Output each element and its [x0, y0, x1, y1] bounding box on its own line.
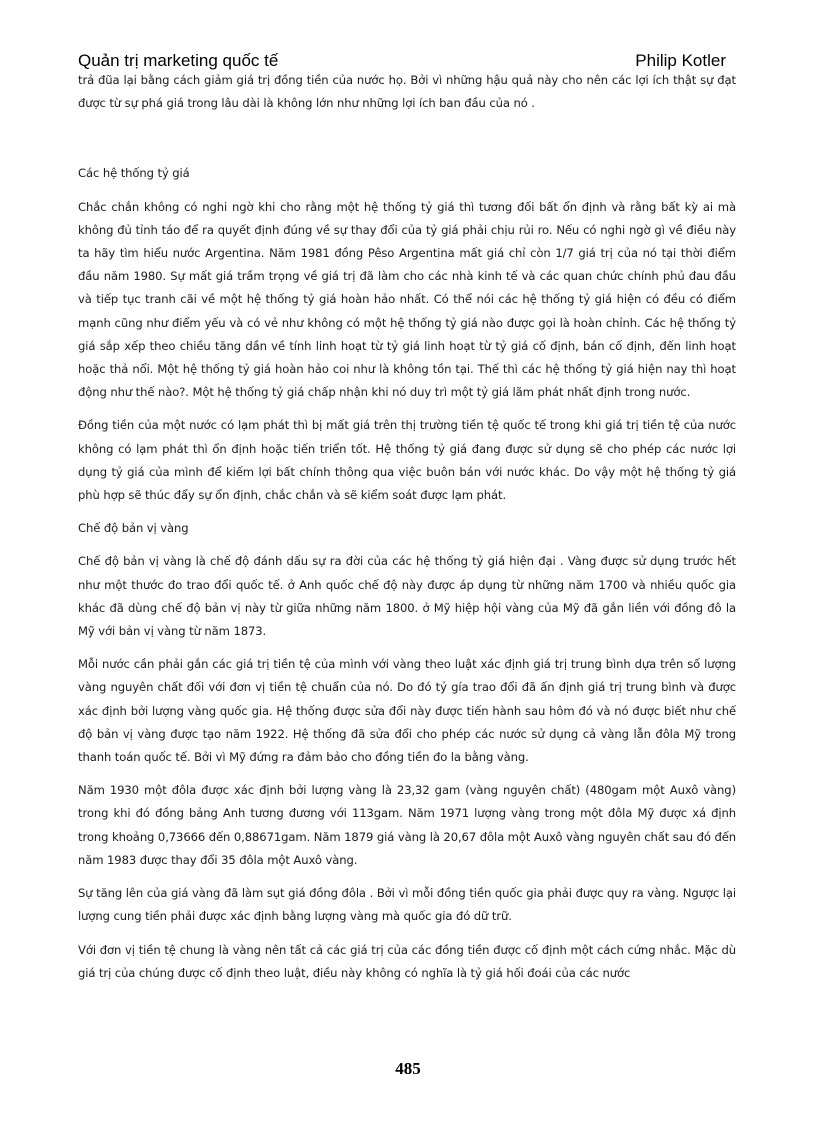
paragraph: Sự tăng lên của giá vàng đã làm sụt giá đồng đôla . Bởi vì mỗi đồng tiền quốc gia phải được quy ra vàng. Ngược lại lượng cung tiền phải được xác định bằng lượng vàng mà quốc gia đó dữ trữ. — [78, 886, 736, 924]
page-header — [78, 51, 726, 71]
section-heading: Các hệ thống tỷ giá — [78, 166, 190, 181]
book-title: Quản trị marketing quốc tế — [78, 51, 279, 70]
paragraph: Đồng tiền của một nước có lạm phát thì bị mất giá trên thị trường tiền tệ quốc tế trong khi giá trị tiền tệ của nước không có lạm phát thì ổn định hoặc tiến triển tốt. Hệ thống tỷ giá đang được sử dụng sẽ cho phép các nước lợi dụng tỷ giá của mình để kiếm lợi bất chính thông qua việc buôn bán với nước khác. Do vậy một hệ thống tỷ giá phù hợp sẽ thúc đẩy sự ổn định, chắc chắn và sẽ kiểm soát được lạm phát. — [78, 418, 736, 503]
paragraph: Năm 1930 một đôla được xác định bởi lượng vàng là 23,32 gam (vàng nguyên chất) (480gam một Auxô vàng) trong khi đó đồng bảng Anh tương đương với 113gam. Năm 1971 lượng vàng trong một đôla Mỹ được xá định trong khoảng 0,73666 đến 0,88671gam. Năm 1879 giá vàng là 20,67 đôla một Auxô vàng nguyên chất sau đó đến năm 1983 được thay đổi 35 đôla một Auxô vàng. — [78, 783, 736, 867]
page-body — [78, 69, 736, 985]
paragraph: Với đơn vị tiền tệ chung là vàng nên tất cả các giá trị của các đồng tiền được cố định một cách cứng nhắc. Mặc dù giá trị của chúng được cố định theo luật, điều này không có nghĩa là tỷ giá hối đoái của các nước — [78, 942, 736, 980]
page-number: 485 — [395, 1059, 421, 1078]
author-name: Philip Kotler — [635, 51, 726, 70]
paragraph: Chắc chắn không có nghi ngờ khi cho rằng một hệ thống tỷ giá thì tương đối bất ổn định và rằng bất kỳ ai mà không đủ tỉnh táo để ra quyết định đúng về sự thay đổi của tỷ giá phải chịu rủi ro. Nếu có nghi ngờ gì về điều này ta hãy tìm hiểu nước Argentina. Năm 1981 đồng Pêso Argentina mất giá chỉ còn 1/7 giá trị của nó tại thời điểm đầu năm 1980. Sự mất giá trầm trọng về giá trị đã làm cho các nhà kinh tế và các quan chức chính phủ đau đầu và tiếp tục tranh cãi về một hệ thống tỷ giá hoàn hảo nhất. Có thể nói các hệ thống tỷ giá hiện có đều có điểm mạnh cũng như điểm yếu và có vẻ như không có một hệ thống tỷ giá nào được gọi là hoàn chỉnh. Các hệ thống tỷ giá sắp xếp theo chiều tăng dần về tính linh hoạt từ tỷ giá linh hoạt từ tỷ giá cố định, bán cố định, đến linh hoạt hoặc thả nổi. Một hệ thống tỷ giá hoàn hảo coi như là không tồn tại. Thế thì các hệ thống tỷ giá hiện nay thì hoạt động như thế nào?. Một hệ thống tỷ giá chấp nhận khi nó duy trì một tỷ giá lãm phát nhất định trong nước. — [78, 199, 736, 400]
section-heading: Chế độ bản vị vàng — [78, 521, 189, 536]
paragraph: Mỗi nước cần phải gắn các giá trị tiền tệ của mình với vàng theo luật xác định giá trị trung bình dựa trên số lượng vàng nguyên chất đối với đơn vị tiền tệ chuẩn của nó. Do đó tỷ gía trao đổi đã ấn định giá trị trung bình và được xác định bởi lượng vàng quốc gia. Hệ thống được sửa đổi này được tiến hành sau hôm đó và nó được biết như chế độ bản vị vàng được tạo năm 1922. Hệ thống đã sửa đổi cho phép các nước sử dụng cả vàng lẫn đôla Mỹ trong thanh toán quốc tế. Bởi vì Mỹ đứng ra đảm bảo cho đồng tiền đo la bằng vàng. — [78, 657, 736, 765]
paragraph: Chế độ bản vị vàng là chế độ đánh dấu sự ra đời của các hệ thống tỷ giá hiện đại . Vàng được sử dụng trước hết như một thước đo trao đổi quốc tế. ở Anh quốc chế độ này được áp dụng từ những năm 1700 và nhiều quốc gia khác đã dùng chế độ bản vị này từ giữa những năm 1800. ở Mỹ hiệp hội vàng của Mỹ đã gắn liền với đồng đô la Mỹ với bản vị vàng từ năm 1873. — [78, 554, 736, 639]
paragraph: trả đũa lại bằng cách giảm giá trị đồng tiền của nước họ. Bởi vì những hậu quả này cho nên các lợi ích thật sự đạt được từ sự phá giá trong lâu dài là không lớn như những lợi ích ban đầu của nó . — [78, 73, 736, 111]
